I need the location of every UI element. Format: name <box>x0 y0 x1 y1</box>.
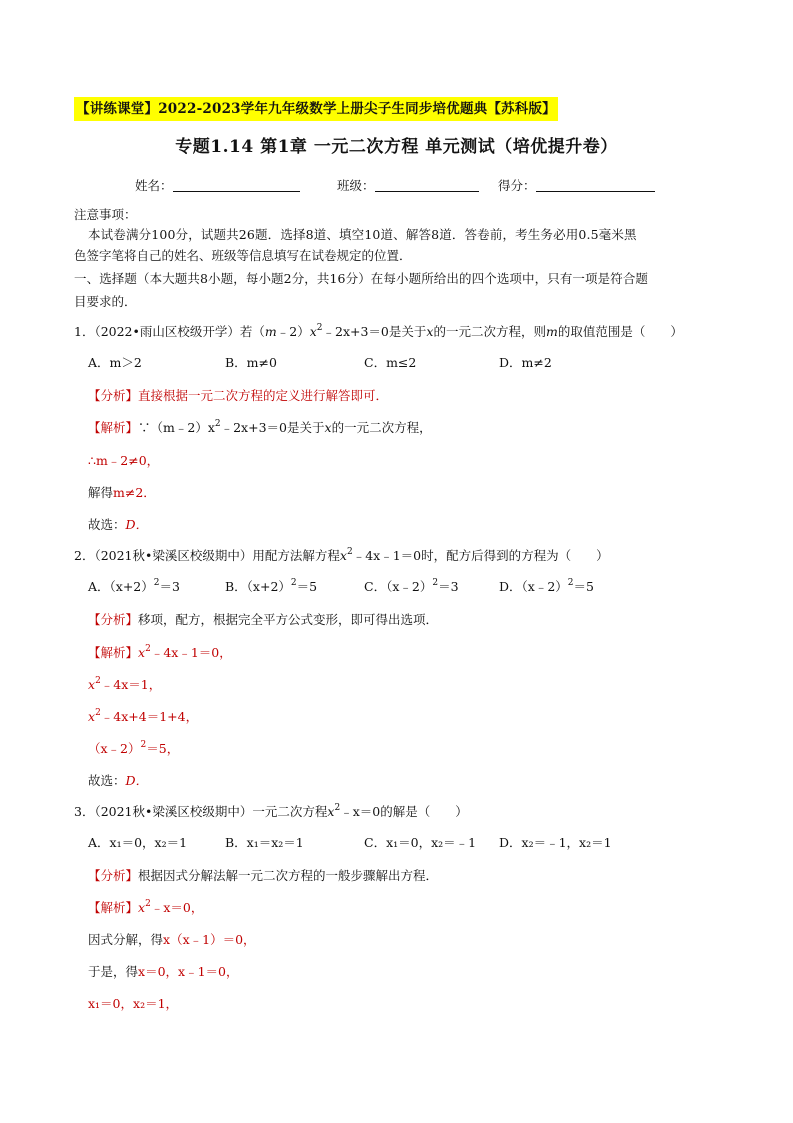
q3-option-d[interactable]: D．x₂＝﹣1，x₂＝1 <box>499 835 612 850</box>
q3-solution-1: 【解析】$x^2﹣x=0$， <box>88 899 204 915</box>
notes-heading: 注意事项： <box>74 207 137 222</box>
section-1-line-2: 目要求的． <box>74 294 137 309</box>
q3-option-b[interactable]: B．x₁＝x₂＝1 <box>225 835 304 850</box>
q1-solution-3: 解得m≠2． <box>88 485 156 500</box>
q3-analysis: 【分析】根据因式分解法解一元二次方程的一般步骤解出方程． <box>88 868 439 883</box>
q1-analysis: 【分析】直接根据一元二次方程的定义进行解答即可． <box>88 388 389 403</box>
q1-answer: 故选：D． <box>88 517 149 532</box>
q1-solution-2: ∴m﹣2≠0， <box>88 453 160 468</box>
class-field[interactable] <box>337 176 479 194</box>
question-1-stem: 1．（2022•雨山区校级开学）若$(m﹣2)x^2﹣2x+3=0$是关于x的一元二次方程，则m的取值范围是（ ） <box>74 323 683 339</box>
q2-solution-2: $x^2﹣4x=1$， <box>88 676 162 692</box>
q1-solution-1: 【解析】$\because(m﹣2)x^2﹣2x+3=0$是关于x的一元二次方程， <box>88 419 432 435</box>
class-blank[interactable] <box>375 177 479 192</box>
q1-option-b[interactable]: B．m≠0 <box>225 355 277 370</box>
name-field[interactable] <box>135 176 300 194</box>
q2-option-b[interactable]: B．$(x+2)^2=5$ <box>225 578 318 594</box>
q2-option-d[interactable]: D．（x﹣2）$^2$＝5 <box>499 578 594 594</box>
q2-analysis: 【分析】移项，配方，根据完全平方公式变形，即可得出选项． <box>88 612 439 627</box>
class-label: 班级： <box>337 178 375 193</box>
question-2-stem: 2．（2021秋•梁溪区校级期中）用配方法解方程$x^2﹣4x﹣1=0$时，配方后得到的方程为（ ） <box>74 547 609 563</box>
score-label: 得分： <box>498 178 536 193</box>
q2-option-c[interactable]: C．（x﹣2）$^2$＝3 <box>364 578 459 594</box>
score-field[interactable] <box>498 176 655 194</box>
name-label: 姓名： <box>135 178 173 193</box>
q2-solution-1: 【解析】$x^2﹣4x﹣1=0$， <box>88 644 232 660</box>
q3-option-c[interactable]: C．x₁＝0，x₂＝﹣1 <box>364 835 477 850</box>
page-title: 专题1.14 第1章 一元二次方程 单元测试（培优提升卷） <box>175 137 618 157</box>
q2-solution-4: （x﹣2）$^2$＝5， <box>88 740 180 756</box>
q2-option-a[interactable]: A．$(x+2)^2=3$ <box>88 578 180 594</box>
question-3-stem: 3．（2021秋•梁溪区校级期中）一元二次方程$x^2﹣x=0$的解是（ ） <box>74 803 468 819</box>
notes-line-1: 本试卷满分100分，试题共26题．选择8道、填空10道、解答8道．答卷前，考生务必用0.5毫米黑 <box>88 227 637 242</box>
q2-answer: 故选：D． <box>88 773 149 788</box>
q1-option-a[interactable]: A．m＞2 <box>88 355 142 370</box>
q3-solution-3: 于是，得x＝0，x﹣1＝0， <box>88 964 239 979</box>
q1-option-c[interactable]: C．m≤2 <box>364 355 417 370</box>
header-banner: 【讲练课堂】2022-2023学年九年级数学上册尖子生同步培优题典【苏科版】 <box>74 97 558 121</box>
notes-line-2: 色签字笔将自己的姓名、班级等信息填写在试卷规定的位置． <box>74 248 412 263</box>
q1-option-d[interactable]: D．m≠2 <box>499 355 552 370</box>
name-blank[interactable] <box>173 177 300 192</box>
q2-solution-3: $x^2﹣4x+4=1+4$， <box>88 708 199 724</box>
q3-solution-2: 因式分解，得x（x﹣1）＝0， <box>88 932 256 947</box>
q3-solution-4: x₁＝0，x₂＝1， <box>88 996 179 1011</box>
score-blank[interactable] <box>536 177 655 192</box>
section-1-line-1: 一、选择题（本大题共8小题，每小题2分，共16分）在每小题所给出的四个选项中，只有一项是符合题 <box>74 271 649 286</box>
q3-option-a[interactable]: A．x₁＝0，x₂＝1 <box>88 835 188 850</box>
